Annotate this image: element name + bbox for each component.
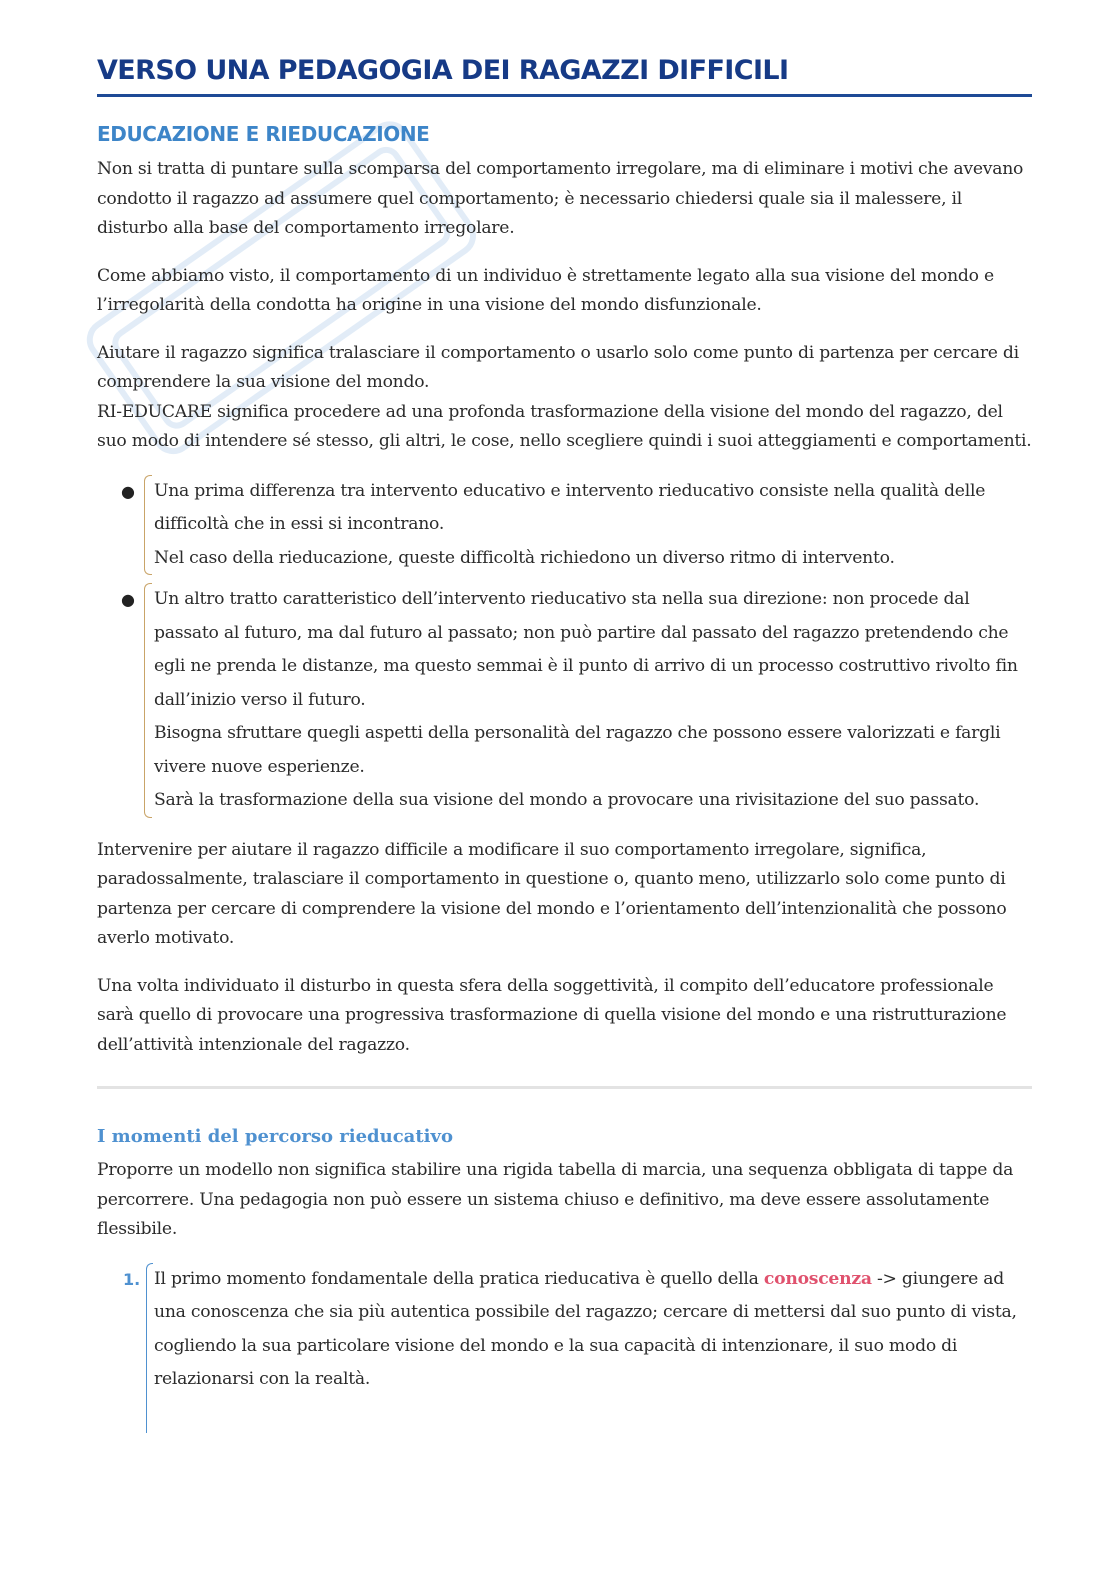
bracket-decoration: [144, 475, 152, 576]
bracket-decoration: [144, 583, 152, 818]
section-heading-momenti: I momenti del percorso rieducativo: [97, 1126, 453, 1147]
item-text-after: -> giungere ad una conoscenza che sia più autentica possibile del ragazzo; cercare di mettersi dal suo punto di vista, cogliendo la sua particolare visione del mondo e la sua capacità di intenzionare, il suo modo di relazionarsi con la realtà.: [154, 1268, 1017, 1389]
paragraph: Intervenire per aiutare il ragazzo difficile a modificare il suo comportamento irregolare, significa, paradossalmente, tralasciare il comportamento in questione o, quanto meno, utilizzarlo solo come punto di partenza per cercare di comprendere la visione del mondo e l’orientamento dell’intenzionalità che possono averlo motivato.: [97, 839, 1007, 948]
numbered-list: [97, 1263, 1032, 1433]
paragraph: RI-EDUCARE significa procedere ad una profonda trasformazione della visione del mondo del ragazzo, del suo modo di intendere sé stesso, gli altri, le cose, nello scegliere quindi i suoi atteggiamenti e comportamenti.: [97, 401, 1032, 451]
bullet-dot-icon: ●: [121, 590, 135, 609]
document-page: [97, 54, 1032, 1433]
paragraph: Una volta individuato il disturbo in questa sfera della soggettività, il compito dell’educatore professionale sarà quello di provocare una progressiva trasformazione di quella visione del mondo e una ristrutturazione dell’attività intenzionale del ragazzo.: [97, 975, 1007, 1055]
paragraph: Aiutare il ragazzo significa tralasciare il comportamento o usarlo solo come punto di partenza per cercare di comprendere la sua visione del mondo.: [97, 342, 1019, 392]
bullet-item: [97, 475, 1032, 576]
numbered-item: [97, 1263, 1032, 1433]
numbered-item-text: [154, 1263, 1032, 1397]
section-heading-educazione: EDUCAZIONE E RIEDUCAZIONE: [97, 122, 430, 146]
section-divider: [97, 1086, 1032, 1089]
bullet-list: [97, 475, 1032, 818]
bullet-text: Sarà la trasformazione della sua visione del mondo a provocare una rivisitazione del suo passato.: [154, 790, 980, 810]
paragraph: Come abbiamo visto, il comportamento di un individuo è strettamente legato alla sua visione del mondo e l’irregolarità della condotta ha origine in una visione del mondo disfunzionale.: [97, 265, 994, 315]
bullet-dot-icon: ●: [121, 481, 135, 501]
bullet-text: Bisogna sfruttare quegli aspetti della personalità del ragazzo che possono essere valorizzati e fargli vivere nuove esperienze.: [154, 723, 1001, 777]
bullet-text: Nel caso della rieducazione, queste difficoltà richiedono un diverso ritmo di intervento.: [154, 547, 895, 568]
highlight-conoscenza: conoscenza: [763, 1268, 872, 1289]
bullet-text: Una prima differenza tra intervento educativo e intervento rieducativo consiste nella qualità delle difficoltà che in essi si incontrano.: [154, 480, 986, 534]
bracket-decoration: [146, 1263, 153, 1433]
list-number: 1.: [123, 1269, 141, 1289]
paragraph: Proporre un modello non significa stabilire una rigida tabella di marcia, una sequenza obbligata di tappe da percorrere. Una pedagogia non può essere un sistema chiuso e definitivo, ma deve essere assolutamente flessibile.: [97, 1160, 1014, 1239]
bullet-item: [97, 583, 1032, 818]
item-text-before: Il primo momento fondamentale della pratica rieducativa è quello della: [154, 1268, 764, 1289]
bullet-text: Un altro tratto caratteristico dell’intervento rieducativo sta nella sua direzione: non procede dal passato al futuro, ma dal futuro al passato; non può partire dal passato del ragazzo pretendendo che egli ne prenda le distanze, ma questo semmai è il punto di arrivo di un processo costruttivo rivolto fin dall’inizio verso il futuro.: [154, 589, 1018, 710]
document-title: VERSO UNA PEDAGOGIA DEI RAGAZZI DIFFICILI: [97, 54, 1032, 97]
paragraph: Non si tratta di puntare sulla scomparsa del comportamento irregolare, ma di eliminare i motivi che avevano condotto il ragazzo ad assumere quel comportamento; è necessario chiedersi quale sia il malessere, il disturbo alla base del comportamento irregolare.: [97, 159, 1024, 238]
